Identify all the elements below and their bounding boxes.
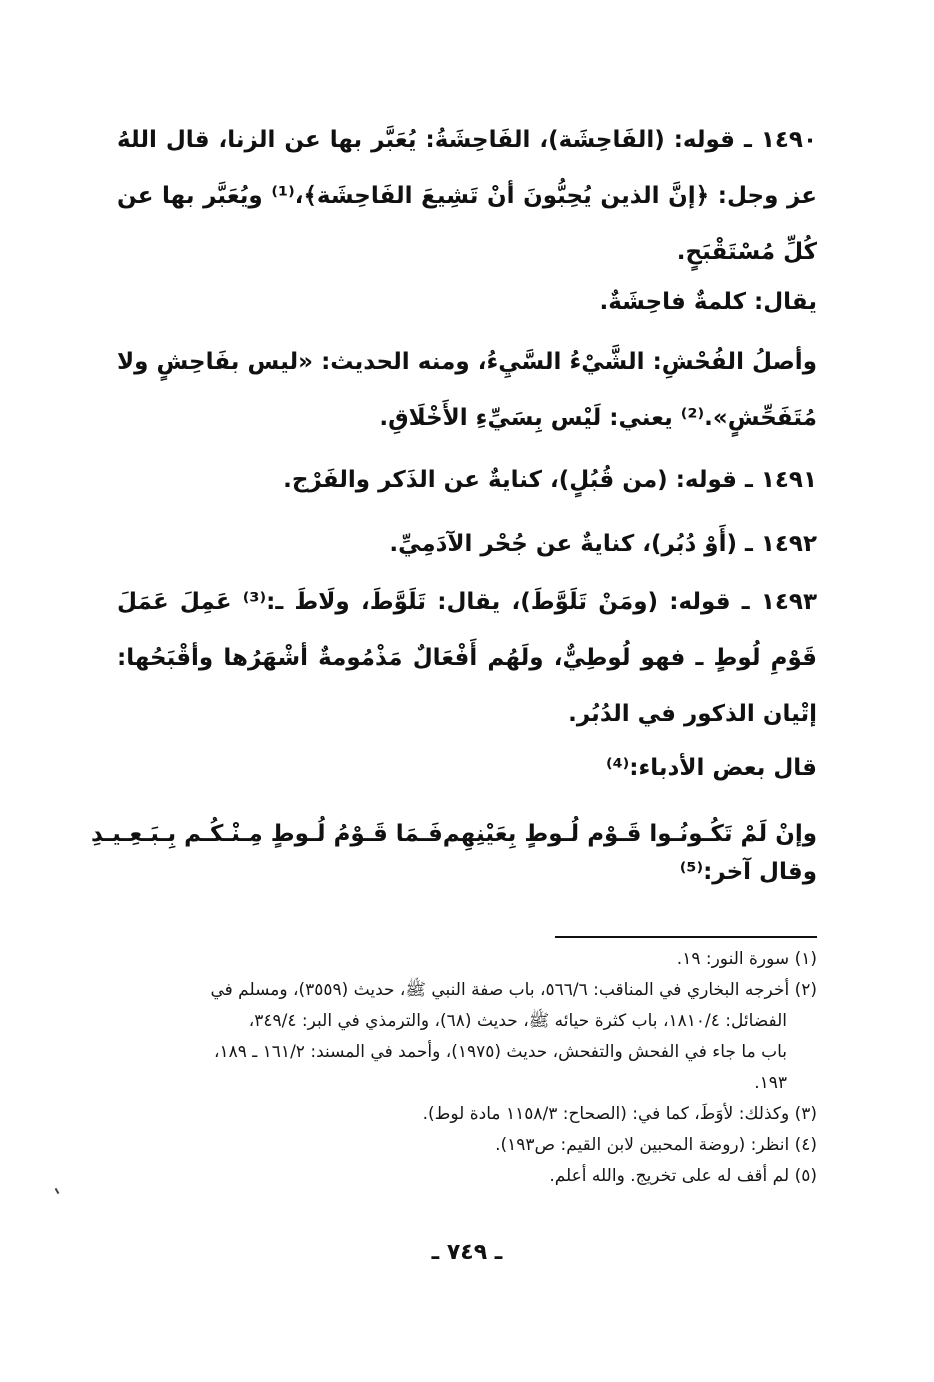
footnotes xyxy=(117,944,817,1192)
entry-1491 xyxy=(117,452,817,508)
entry-1491-text: ١٤٩١ ـ قوله: (من قُبُلٍ)، كنايةٌ عن الذَكر والفَرْج. xyxy=(283,467,817,493)
other-poet xyxy=(117,852,817,892)
verse-first-hemistich: وإنْ لَمْ تَكُـونُـوا قَـوْم لُـوطٍ بِعَيْنِهِم xyxy=(442,821,817,847)
footnote-2-line-2: الفضائل: ١٨١٠/٤، باب كثرة حيائه ﷺ، حديث (٦٨)، والترمذي في البر: ٣٤٩/٤، xyxy=(248,1011,787,1031)
footnote-4: (٤) انظر: (روضة المحبين لابن القيم: ص١٩٣). xyxy=(495,1135,817,1155)
page-number: ـ ٧٤٩ ـ xyxy=(431,1240,503,1265)
entry-1493-text: ١٤٩٣ ـ قوله: (ومَنْ تَلَوَّطَ)، يقال: تَلَوَّطَ، ولَاطَ ـ:⁽³⁾ عَمِلَ عَمَلَ قَوْمِ لُوطٍ ـ فهو لُوطِيٌّ، ولَهُم أَفْعَالٌ مَذْمُومةٌ أشْهَرُها وأقْبَحُها: إتْيان الذكور في الدُبُر. xyxy=(117,589,817,727)
entry-1490-text: ١٤٩٠ ـ قوله: (الفَاحِشَة)، الفَاحِشَةُ: يُعَبَّر بها عن الزنا، قال اللهُ عز وجل: ﴿إنَّ الذين يُحِبُّونَ أنْ تَشِيعَ الفَاحِشَة﴾،⁽¹⁾ ويُعَبَّر بها عن كُلِّ مُسْتَقْبَحٍ. xyxy=(117,127,818,265)
footnote-2-line-4: ١٩٣. xyxy=(754,1073,787,1093)
verse-second-hemistich: فَـمَا قَـوْمُ لُـوطٍ مِـنْـكُـم بِـبَـعِـيـدِ xyxy=(91,821,443,847)
origin-paragraph: وأصلُ الفُحْشِ: الشَّيْءُ السَّيِءُ، ومنه الحديث: «ليس بفَاحِشٍ ولا مُتَفَحِّشٍ».⁽²⁾ يعني: لَيْس بِسَيِّءِ الأَخْلَاقِ. xyxy=(117,349,817,431)
entry-1490-origin xyxy=(117,334,817,446)
footnote-2-line-1: (٢) أخرجه البخاري في المناقب: ٥٦٦/٦، باب صفة النبي ﷺ، حديث (٣٥٥٩)، ومسلم في xyxy=(210,980,817,1000)
footnote-2-line-3: باب ما جاء في الفحش والتفحش، حديث (١٩٧٥)، وأحمد في المسند: ١٦١/٢ ـ ١٨٩، xyxy=(213,1042,787,1062)
footnote-5: (٥) لم أقف له على تخريج. والله أعلم. xyxy=(549,1166,817,1186)
footnote-1: (١) سورة النور: ١٩. xyxy=(676,949,817,969)
entry-1493 xyxy=(117,574,817,742)
example-sentence: يقال: كلمةٌ فاحِشَةٌ. xyxy=(599,289,817,315)
footnote-3: (٣) وكذلك: لأوَطَ، كما في: (الصحاح: ١١٥٨/٣ مادة لوط). xyxy=(422,1104,817,1124)
entry-1492 xyxy=(117,516,817,572)
entry-1492-text: ١٤٩٢ ـ (أَوْ دُبُر)، كنايةٌ عن جُحْر الآدَمِيِّ. xyxy=(389,531,817,557)
poet-intro xyxy=(117,740,817,796)
poet-intro-text: قال بعض الأدباء:⁽⁴⁾ xyxy=(605,755,817,781)
scan-speck xyxy=(55,1188,60,1194)
poetry-verse xyxy=(91,814,817,854)
footnote-separator xyxy=(555,936,817,938)
other-poet-text: وقال آخر:⁽⁵⁾ xyxy=(679,859,817,885)
entry-1490-example xyxy=(117,274,817,330)
entry-1490 xyxy=(117,112,817,280)
